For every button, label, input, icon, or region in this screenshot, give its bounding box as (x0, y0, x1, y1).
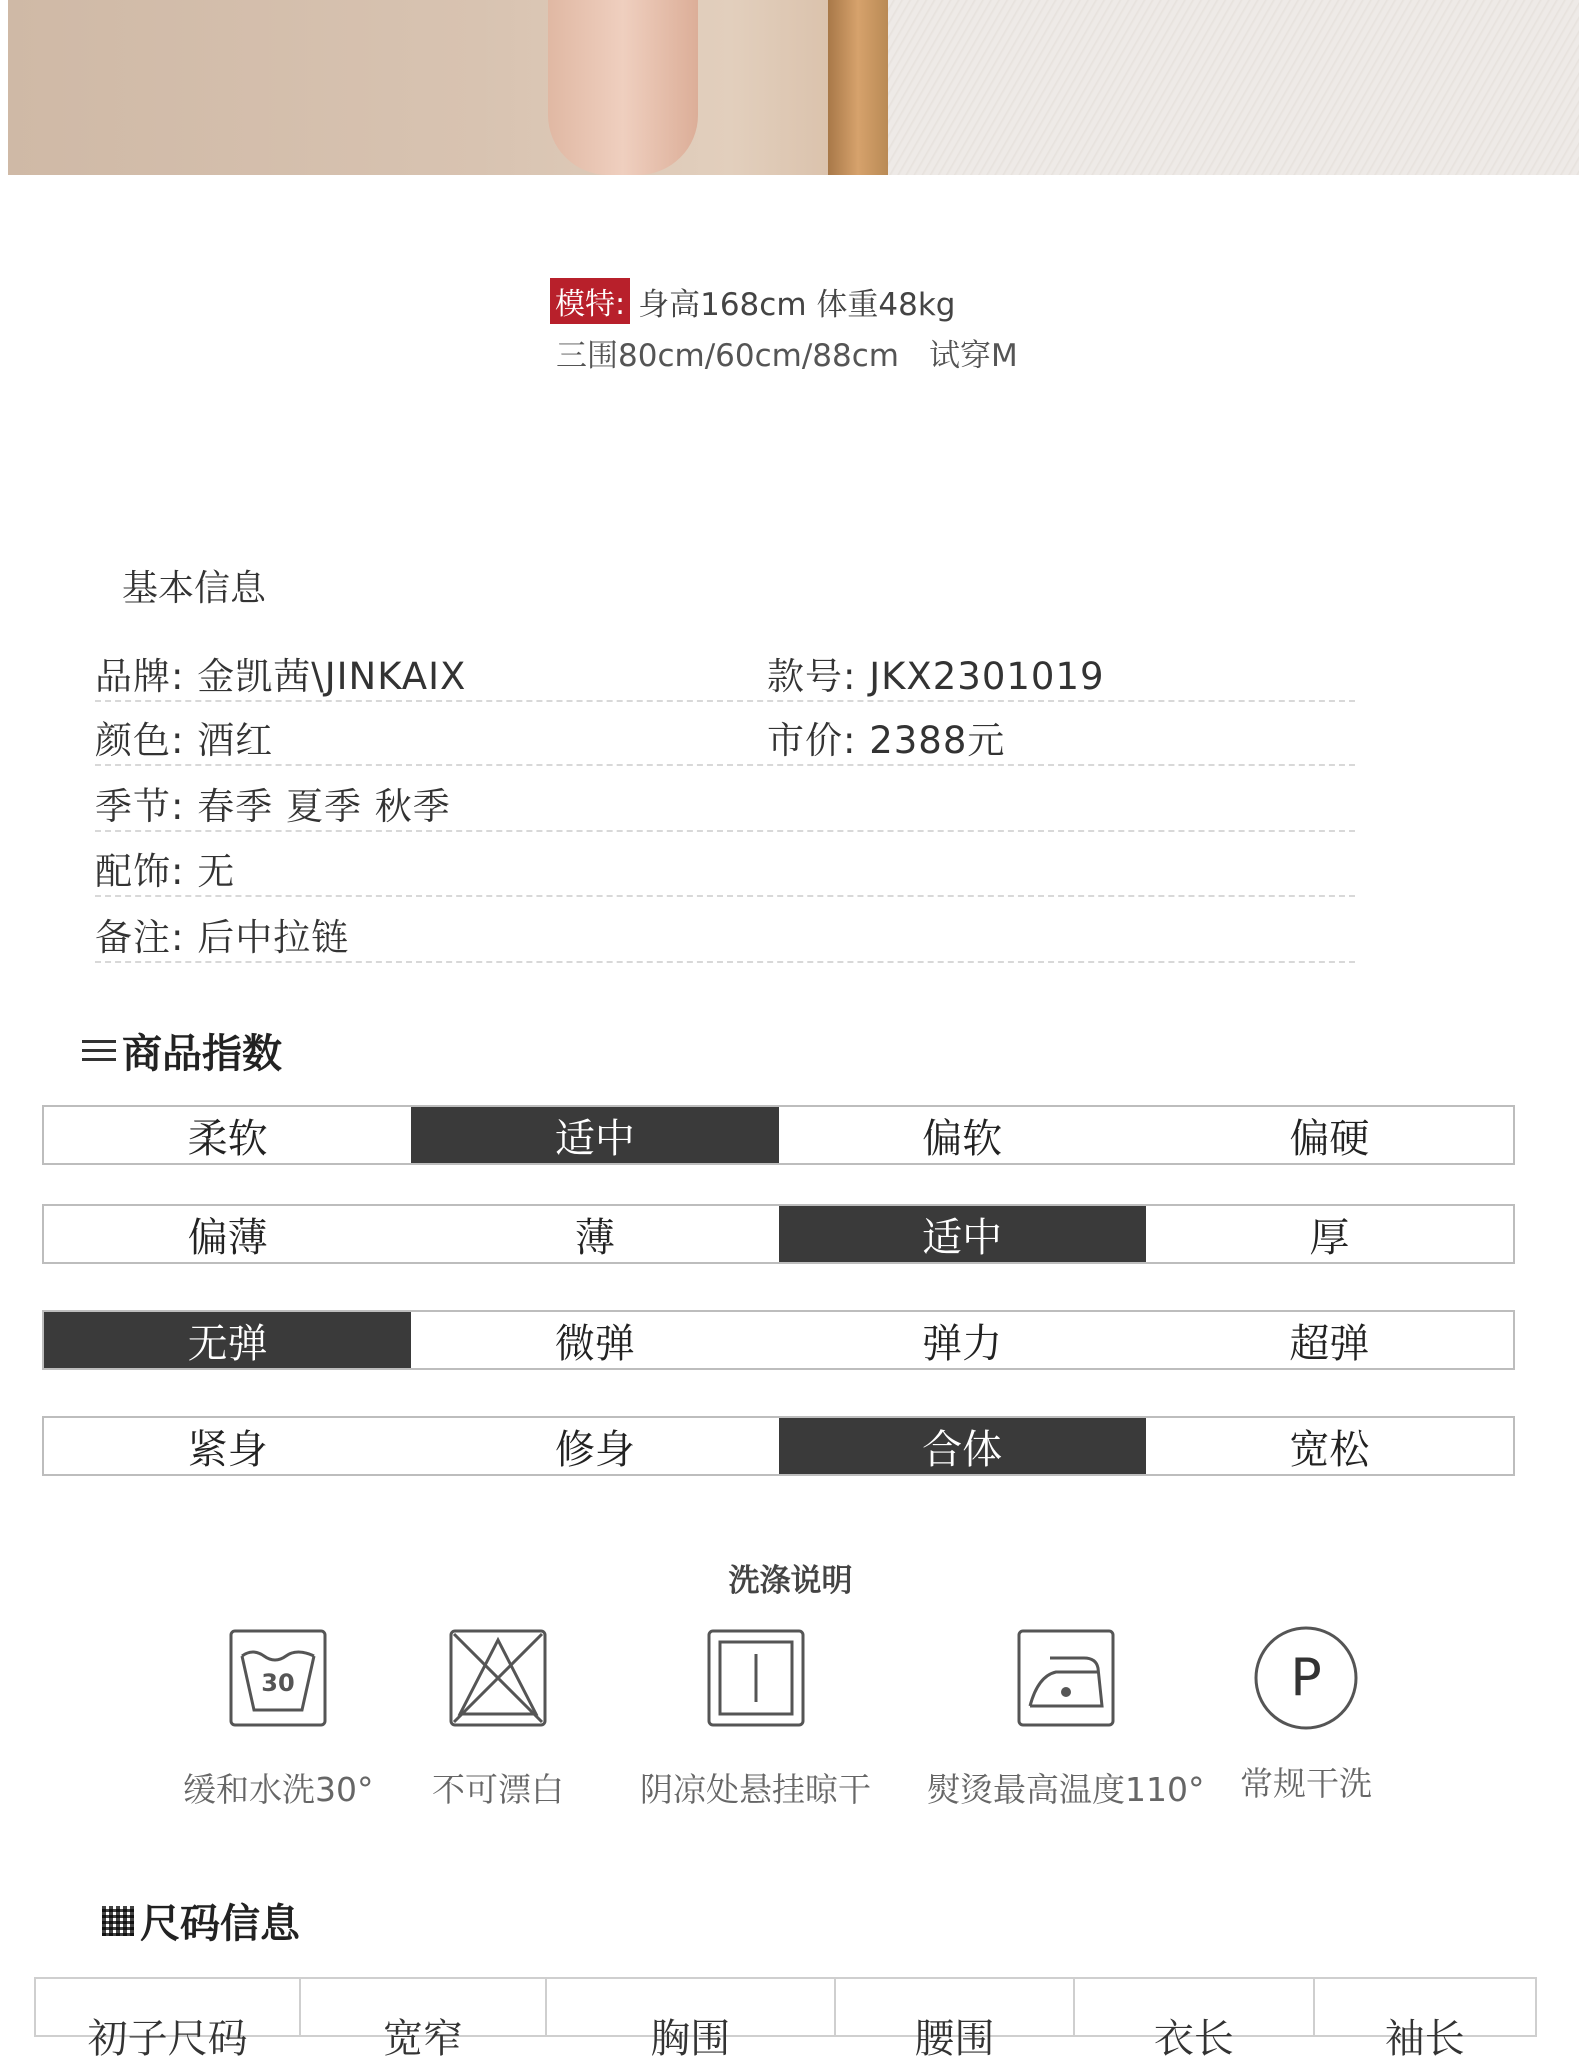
model-fit-size: 试穿M (928, 338, 1018, 374)
size-header-cell: 腰围 (836, 1979, 1075, 2035)
model-height-weight: 身高168cm 体重48kg (638, 286, 956, 323)
info-row (95, 702, 1355, 766)
model-line-2 (556, 330, 1018, 375)
size-info-label: 尺码信息 (140, 1901, 300, 1947)
info-row (95, 638, 1355, 702)
index-option: 弹力 (922, 1320, 1003, 1367)
info-price: 市价: 2388元 (767, 719, 1006, 762)
info-style-number: 款号: JKX2301019 (767, 655, 1105, 698)
wall (888, 0, 1579, 175)
product-index-title (82, 1022, 282, 1079)
wash-item (183, 1628, 374, 1811)
info-accessory: 配饰: 无 (95, 850, 236, 893)
wash-30-icon (228, 1628, 328, 1728)
info-row (95, 768, 1355, 832)
index-row-thickness (42, 1204, 1515, 1264)
index-option-selected: 合体 (779, 1418, 1146, 1474)
index-option-selected: 适中 (779, 1206, 1146, 1262)
door-frame (828, 0, 888, 175)
index-option: 微弹 (554, 1320, 635, 1367)
index-option: 修身 (554, 1426, 635, 1473)
size-header-cell: 宽窄 (301, 1979, 546, 2035)
wash-label: 不可漂白 (432, 1770, 564, 1809)
line-dry-shade-icon (706, 1628, 806, 1728)
wash-item (927, 1628, 1205, 1811)
index-option: 偏软 (922, 1115, 1003, 1162)
info-season: 季节: 春季 夏季 秋季 (95, 785, 451, 828)
index-row-elasticity (42, 1310, 1515, 1370)
info-color: 颜色: 酒红 (95, 719, 274, 762)
model-leg (548, 0, 698, 175)
wash-label: 常规干洗 (1240, 1764, 1372, 1803)
model-tag: 模特: (550, 278, 630, 324)
iron-icon (1016, 1628, 1116, 1728)
size-info-title (102, 1892, 300, 1949)
info-row (95, 899, 1355, 963)
product-index-label: 商品指数 (122, 1031, 282, 1077)
wash-title: 洗涤说明 (728, 1563, 853, 1599)
info-brand: 品牌: 金凯茜\JINKAIX (95, 655, 467, 698)
wash-temp: 30 (261, 1669, 295, 1697)
wash-label: 缓和水洗30° (183, 1770, 374, 1809)
info-row (95, 833, 1355, 897)
size-table-header (34, 1977, 1537, 2062)
index-option: 偏薄 (187, 1214, 268, 1261)
wash-item (640, 1628, 871, 1811)
index-row-softness (42, 1105, 1515, 1165)
dry-clean-icon (1256, 1628, 1356, 1728)
no-bleach-icon (448, 1628, 548, 1728)
product-photo (8, 0, 1579, 175)
wash-label: 熨烫最高温度110° (927, 1770, 1205, 1809)
list-icon (82, 1036, 116, 1066)
size-header-cell: 袖长 (1384, 2016, 1465, 2062)
index-option: 超弹 (1289, 1320, 1370, 1367)
index-option: 宽松 (1289, 1426, 1370, 1473)
index-option: 厚 (1309, 1214, 1350, 1261)
wash-label: 阴凉处悬挂晾干 (640, 1770, 871, 1809)
index-option: 偏硬 (1289, 1115, 1370, 1162)
index-option: 紧身 (187, 1426, 268, 1473)
basic-info-title: 基本信息 (122, 568, 267, 609)
model-measurements: 三围80cm/60cm/88cm (556, 338, 899, 374)
dry-clean-letter: P (1290, 1648, 1322, 1708)
size-header-cell: 胸围 (547, 1979, 836, 2035)
index-option: 薄 (574, 1214, 615, 1261)
model-line-1 (550, 280, 955, 322)
table-icon (102, 1906, 134, 1936)
wash-item (1240, 1628, 1372, 1805)
size-header-cell: 衣长 (1075, 1979, 1314, 2035)
wash-item (432, 1628, 564, 1811)
size-header-cell: 初子尺码 (36, 1979, 301, 2035)
index-option-selected: 无弹 (44, 1312, 411, 1368)
index-row-fit (42, 1416, 1515, 1476)
info-remark: 备注: 后中拉链 (95, 916, 350, 959)
index-option-selected: 适中 (411, 1107, 778, 1163)
index-option: 柔软 (187, 1115, 268, 1162)
